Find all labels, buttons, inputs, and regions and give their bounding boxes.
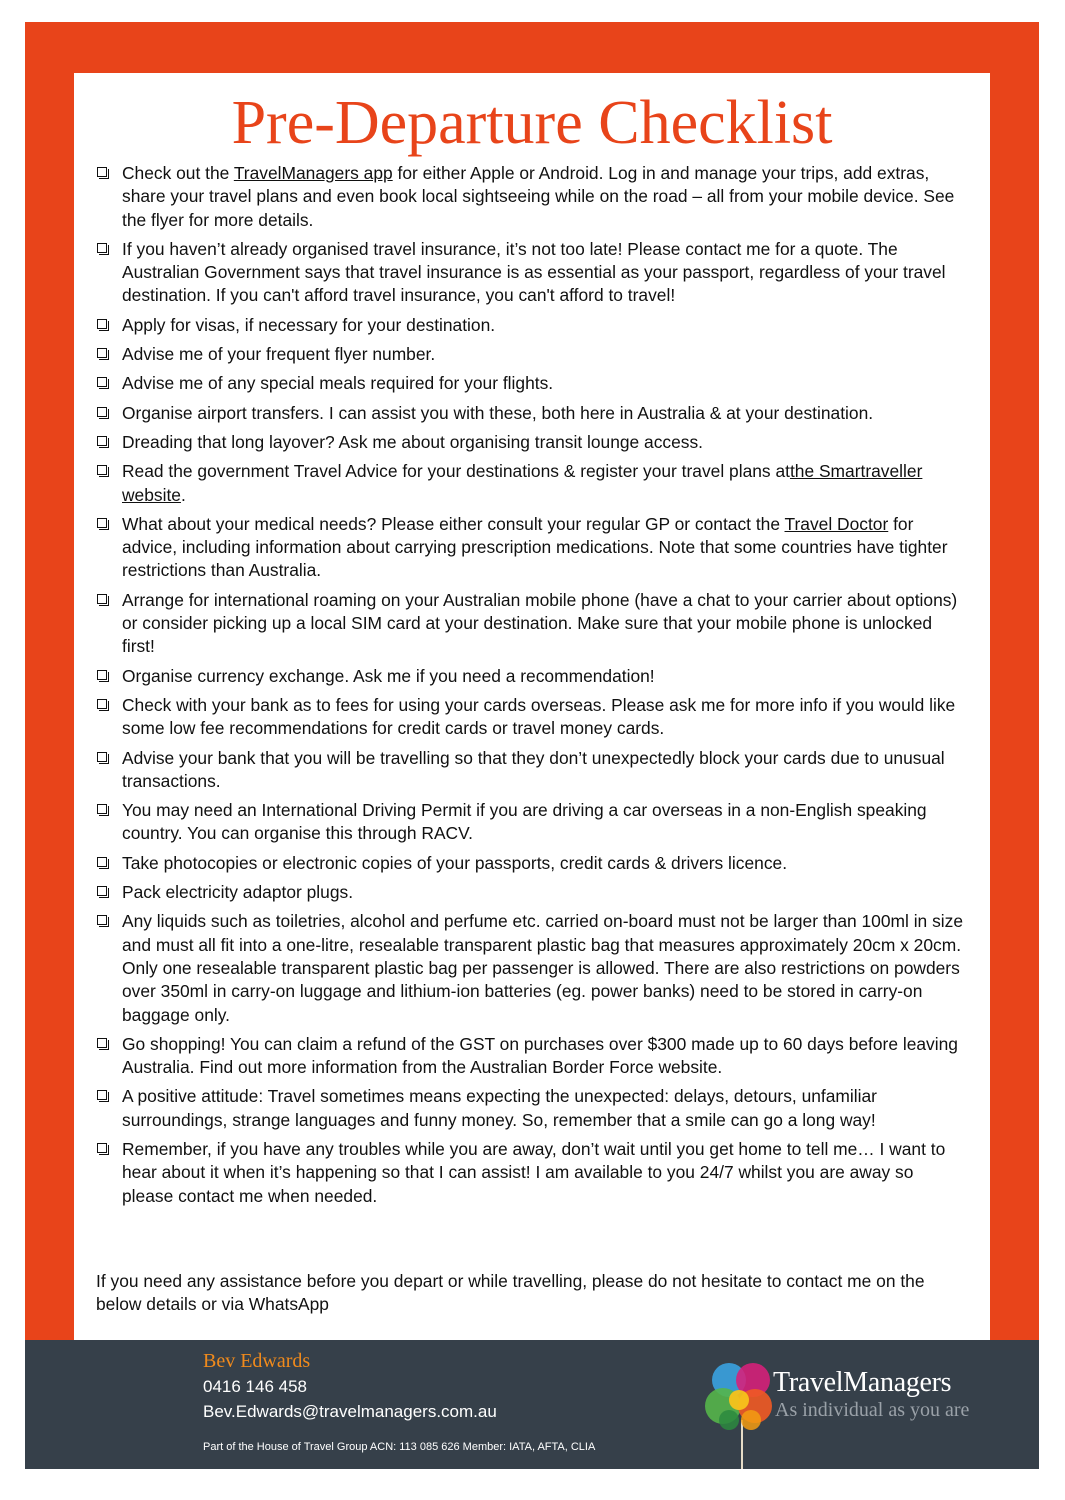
checklist-item-text: for either Apple or Android. Log in and manage your trips, add extras, share your travel plans and even book local sightseeing while on the road – all from your mobile device. See the flyer for more details. <box>122 163 955 230</box>
checklist-item-text: What about your medical needs? Please either consult your regular GP or contact the <box>122 513 785 534</box>
agent-phone[interactable]: 0416 146 458 <box>203 1377 307 1396</box>
checkbox-icon[interactable] <box>97 857 107 867</box>
checklist-item <box>96 431 966 454</box>
checklist-item <box>96 799 966 846</box>
checklist-item-text: Check with your bank as to fees for using your cards overseas. Please ask me for more info if you would like some low fee recommendations for credit cards or travel money cards. <box>122 694 956 739</box>
checklist-item-text: If you haven’t already organised travel insurance, it’s not too late! Please contact me for a quote. The Australian Government says that travel insurance is as essential as your passport, regardless of your travel destination. If you can't afford travel insurance, you can't afford to travel! <box>122 238 946 306</box>
checkbox-icon[interactable] <box>97 319 107 329</box>
checklist-item <box>96 1033 966 1080</box>
checkbox-icon[interactable] <box>97 886 107 896</box>
checkbox-icon[interactable] <box>97 436 107 446</box>
checkbox-icon[interactable] <box>97 1090 107 1100</box>
checklist-item <box>96 513 966 583</box>
checkbox-icon[interactable] <box>97 348 107 358</box>
checklist-item <box>96 852 966 875</box>
checklist-item <box>96 1085 966 1132</box>
checkbox-icon[interactable] <box>97 1143 107 1153</box>
checkbox-icon[interactable] <box>97 465 107 475</box>
checklist-item-link[interactable]: Travel Doctor <box>784 513 889 534</box>
checklist <box>96 162 966 1214</box>
checklist-item <box>96 665 966 688</box>
checkbox-icon[interactable] <box>97 243 107 253</box>
checklist-item <box>96 314 966 337</box>
checklist-item-text: Organise airport transfers. I can assist you with these, both here in Australia & at your destination. <box>122 402 874 423</box>
checklist-item-text: Check out the <box>122 163 234 183</box>
checklist-item-text: Apply for visas, if necessary for your destination. <box>122 314 496 335</box>
checklist-item-text: Arrange for international roaming on your Australian mobile phone (have a chat to your carrier about options) or consider picking up a local SIM card at your destination. Make sure that your mobile phone is unlocked first! <box>122 589 958 657</box>
closing-text: If you need any assistance before you depart or while travelling, please do not hesitate to contact me on the below details or via WhatsApp <box>96 1271 925 1315</box>
checklist-item-text: Go shopping! You can claim a refund of the GST on purchases over $300 made up to 60 days before leaving Australia. Find out more information from the Australian Border Force website. <box>122 1033 958 1078</box>
checklist-item-link[interactable]: the Smartraveller website <box>122 461 923 505</box>
checklist-item <box>96 694 966 741</box>
checklist-item-link[interactable]: TravelManagers app <box>233 163 393 183</box>
legal-text: Part of the House of Travel Group ACN: 113 085 626 Member: IATA, AFTA, CLIA <box>203 1441 596 1453</box>
footer-bar <box>25 1340 1039 1469</box>
checklist-item-text: Advise me of your frequent flyer number. <box>122 344 436 365</box>
checklist-item-text: Advise me of any special meals required for your flights. <box>122 373 554 394</box>
checklist-item-text: You may need an International Driving Permit if you are driving a car overseas in a non-English speaking country. You can organise this through RACV. <box>122 800 927 844</box>
checkbox-icon[interactable] <box>97 915 107 925</box>
brand-name: TravelManagers <box>773 1367 952 1398</box>
checklist-item <box>96 460 966 507</box>
checklist-item-text: Remember, if you have any troubles while you are away, don’t wait until you get home to tell me… I want to hear about it when it’s happening so that I can assist! I am available to you 24/7 whilst you are away so please contact me when needed. <box>122 1138 946 1206</box>
checklist-item-text: . <box>180 484 186 505</box>
page-content <box>74 73 990 1340</box>
checklist-item <box>96 372 966 395</box>
checkbox-icon[interactable] <box>97 407 107 417</box>
checklist-item <box>96 881 966 904</box>
checklist-item-text: for advice, including information about carrying prescription medications. Note that some countries have tighter restrictions than Australia. <box>122 513 948 581</box>
checklist-item-text: Pack electricity adaptor plugs. <box>122 882 354 903</box>
checkbox-icon[interactable] <box>97 1038 107 1048</box>
checklist-item <box>96 589 966 659</box>
checklist-item-text: Dreading that long layover? Ask me about organising transit lounge access. <box>122 431 703 452</box>
checklist-item <box>96 747 966 794</box>
checkbox-icon[interactable] <box>97 752 107 762</box>
checkbox-icon[interactable] <box>97 594 107 604</box>
checkbox-icon[interactable] <box>97 518 107 528</box>
checklist-item-text: Organise currency exchange. Ask me if you need a recommendation! <box>122 665 655 686</box>
checklist-item <box>96 238 966 308</box>
checkbox-icon[interactable] <box>97 804 107 814</box>
checkbox-icon[interactable] <box>97 699 107 709</box>
checklist-item <box>96 402 966 425</box>
checklist-item-text: Advise your bank that you will be travelling so that they don’t unexpectedly block your cards due to unusual transactions. <box>122 747 945 791</box>
clover-logo-icon <box>685 1358 775 1469</box>
checklist-item-text: A positive attitude: Travel sometimes means expecting the unexpected: delays, detours, unfamiliar surroundings, strange languages and funny money. So, remember that a smile can go a long way! <box>122 1086 877 1130</box>
checkbox-icon[interactable] <box>97 670 107 680</box>
checklist-item <box>96 910 966 1026</box>
checklist-item-text: Any liquids such as toiletries, alcohol and perfume etc. carried on-board must not be larger than 100ml in size and must all fit into a one-litre, resealable transparent plastic bag that measures approximately 20cm x 20cm. Only one resealable transparent plastic bag per passenger is allowed. There are also restrictions on powders over 350ml in carry-on luggage and lithium-ion batteries (eg. power banks) need to be stored in carry-on baggage only. <box>122 911 963 1025</box>
brand-tagline: As individual as you are <box>775 1399 970 1421</box>
page-title: Pre-Departure Checklist <box>231 89 833 157</box>
agent-name: Bev Edwards <box>203 1350 311 1372</box>
checkbox-icon[interactable] <box>97 377 107 387</box>
checklist-item-text: Take photocopies or electronic copies of your passports, credit cards & drivers licence. <box>122 852 788 873</box>
checklist-item <box>96 162 966 232</box>
agent-email[interactable]: Bev.Edwards@travelmanagers.com.au <box>203 1402 497 1421</box>
checklist-item-text: Read the government Travel Advice for your destinations & register your travel plans at <box>122 461 790 482</box>
checklist-item <box>96 343 966 366</box>
checklist-item <box>96 1138 966 1208</box>
checkbox-icon[interactable] <box>97 167 107 177</box>
